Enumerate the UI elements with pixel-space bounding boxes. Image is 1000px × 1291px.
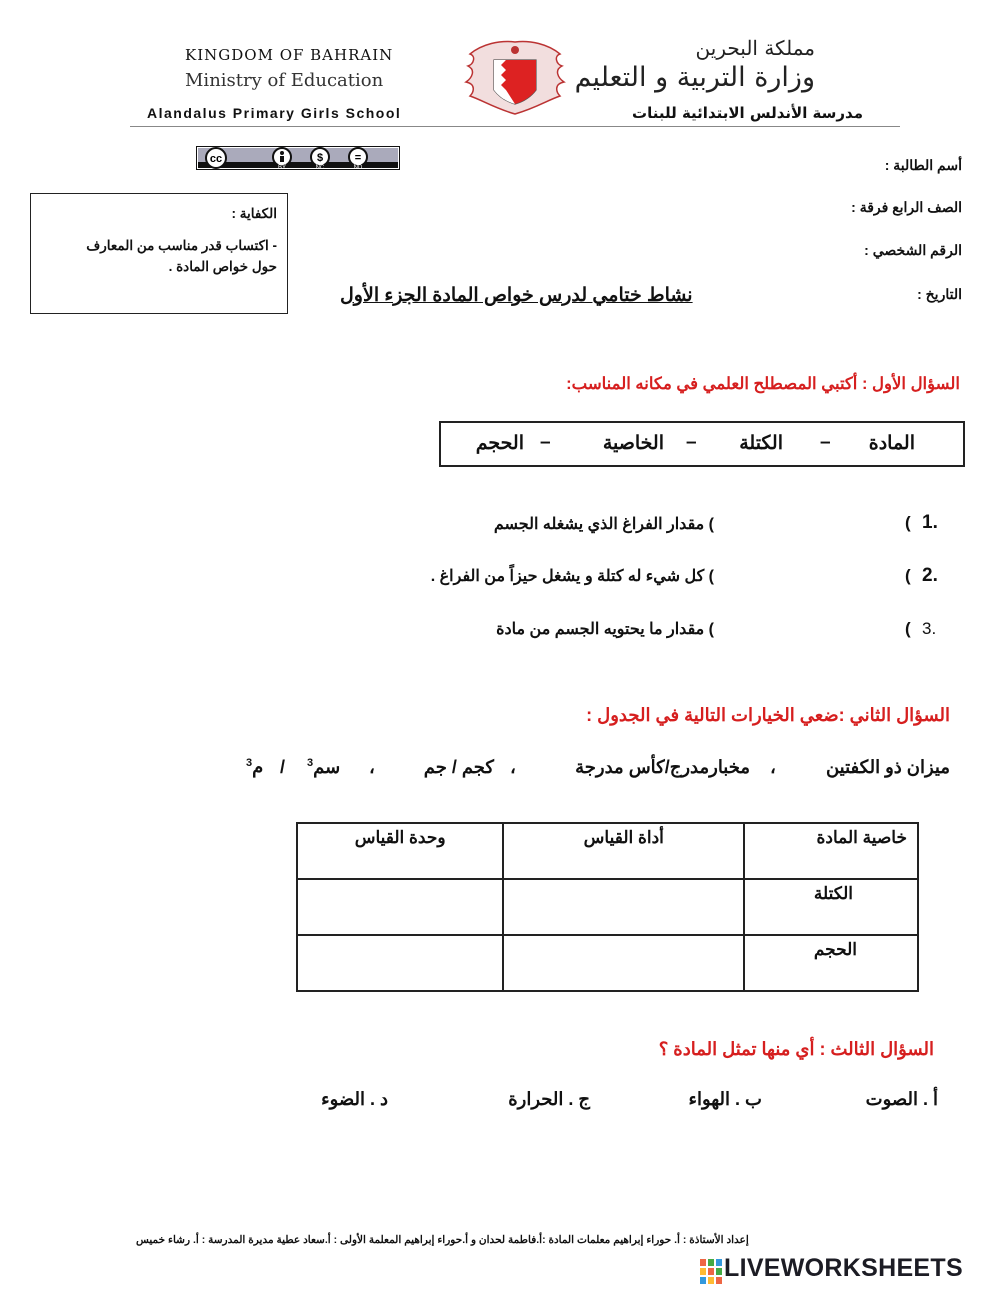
ministry-en: Ministry of Education bbox=[185, 70, 384, 91]
svg-text:$: $ bbox=[316, 152, 324, 164]
table-header-tool: أداة القياس bbox=[503, 823, 744, 879]
kingdom-en: KINGDOM OF BAHRAIN bbox=[185, 46, 394, 64]
student-name-label: أسم الطالبة : bbox=[884, 157, 962, 173]
q3-option[interactable]: أ . الصوت bbox=[865, 1089, 938, 1109]
q2-heading: السؤال الثاني :ضعي الخيارات التالية في الجدول : bbox=[586, 705, 950, 725]
q1-heading: السؤال الأول : أكتبي المصطلح العلمي في مكانه المناسب: bbox=[566, 375, 960, 393]
word-bank-separator: – bbox=[820, 432, 831, 453]
kingdom-ar: مملكة البحرين bbox=[695, 36, 815, 60]
q2-option-kg: كجم / جم bbox=[423, 757, 494, 777]
table-header-row bbox=[297, 823, 918, 879]
svg-text:BY: BY bbox=[277, 165, 287, 170]
ministry-ar: وزارة التربية و التعليم bbox=[574, 62, 815, 93]
competency-line: حول خواص المادة . bbox=[168, 259, 277, 275]
svg-text:NC: NC bbox=[315, 165, 325, 170]
school-ar: مدرسة الأندلس الابتدائية للبنات bbox=[632, 104, 863, 122]
q2-option-separator: ، bbox=[369, 757, 375, 777]
q3-heading: السؤال الثالث : أي منها تمثل المادة ؟ bbox=[658, 1039, 934, 1059]
svg-text:ND: ND bbox=[353, 165, 363, 170]
table-drop-cell[interactable] bbox=[503, 935, 744, 991]
table-drop-cell[interactable] bbox=[297, 879, 503, 935]
svg-text:cc: cc bbox=[209, 153, 223, 165]
creative-commons-badge-icon bbox=[196, 146, 400, 170]
table-row bbox=[297, 935, 918, 991]
liveworksheets-brand: LIVEWORKSHEETS bbox=[724, 1254, 963, 1282]
q2-option-separator: ، bbox=[510, 757, 516, 777]
table-drop-cell[interactable] bbox=[297, 935, 503, 991]
q3-option[interactable]: ج . الحرارة bbox=[508, 1089, 590, 1109]
word-bank bbox=[439, 421, 965, 467]
bahrain-crest-icon bbox=[460, 38, 570, 118]
q2-option-separator: ، bbox=[770, 757, 776, 777]
q1-answer-paren[interactable]: ( bbox=[905, 566, 911, 585]
date-label: التاريخ : bbox=[917, 286, 962, 302]
q1-item-number: 3. bbox=[922, 619, 937, 638]
word-bank-item: المادة bbox=[868, 433, 915, 454]
table-header-property: خاصية المادة bbox=[744, 823, 918, 879]
word-bank-separator: – bbox=[540, 432, 551, 453]
word-bank-item: الكتلة bbox=[739, 433, 783, 454]
worksheet-title: نشاط ختامي لدرس خواص المادة الجزء الأول bbox=[340, 285, 693, 306]
grade-label: الصف الرابع فرقة : bbox=[851, 199, 962, 215]
competency-heading: الكفاية : bbox=[231, 206, 277, 221]
table-header-unit: وحدة القياس bbox=[297, 823, 503, 879]
q2-option-cylinder: مخبارمدرج/كأس مدرجة bbox=[575, 757, 750, 777]
q1-item-number: 1. bbox=[922, 512, 938, 533]
student-id-label: الرقم الشخصي : bbox=[864, 242, 962, 258]
word-bank-item: الحجم bbox=[475, 433, 524, 454]
q1-item-number: 2. bbox=[922, 565, 938, 586]
measurement-table bbox=[296, 822, 919, 992]
q2-option-slash: / bbox=[280, 757, 286, 777]
table-row bbox=[297, 879, 918, 935]
q2-option-cm3: سم$^3$ bbox=[307, 757, 341, 777]
competency-box bbox=[30, 193, 288, 314]
table-row-label: الكتلة bbox=[744, 879, 918, 935]
q1-answer-paren[interactable]: ( bbox=[905, 619, 911, 638]
q1-item-text: ) كل شيء له كتلة و يشغل حيزاً من الفراغ . bbox=[430, 568, 714, 585]
q1-answer-paren[interactable]: ( bbox=[905, 513, 911, 532]
word-bank-separator: – bbox=[686, 432, 697, 453]
q1-item-text: ) مقدار ما يحتويه الجسم من مادة bbox=[496, 621, 714, 638]
q3-option[interactable]: ب . الهواء bbox=[688, 1089, 762, 1109]
table-row-label: الحجم bbox=[744, 935, 918, 991]
q1-item-text: ) مقدار الفراغ الذي يشغله الجسم bbox=[493, 516, 714, 533]
q2-option-balance: ميزان ذو الكفتين bbox=[825, 757, 950, 777]
q2-option-m3: م$^3$ bbox=[246, 757, 264, 777]
header-divider bbox=[130, 126, 900, 127]
school-en: Alandalus Primary Girls School bbox=[147, 105, 402, 121]
q3-option[interactable]: د . الضوء bbox=[321, 1089, 388, 1109]
word-bank-item: الخاصية bbox=[602, 433, 664, 454]
competency-line: - اكتساب قدر مناسب من المعارف bbox=[86, 237, 277, 253]
credits-footer: إعداد الأستاذة : أ. حوراء إبراهيم معلمات المادة :أ.فاطمة لحدان و أ.حوراء إبراهيم المعلمة الأولى : أ.سعاد عطية مديرة المدرسة : أ. رشاء خميس bbox=[136, 1234, 749, 1246]
liveworksheets-logo-icon bbox=[700, 1258, 724, 1284]
svg-text:=: = bbox=[354, 152, 362, 164]
table-drop-cell[interactable] bbox=[503, 879, 744, 935]
